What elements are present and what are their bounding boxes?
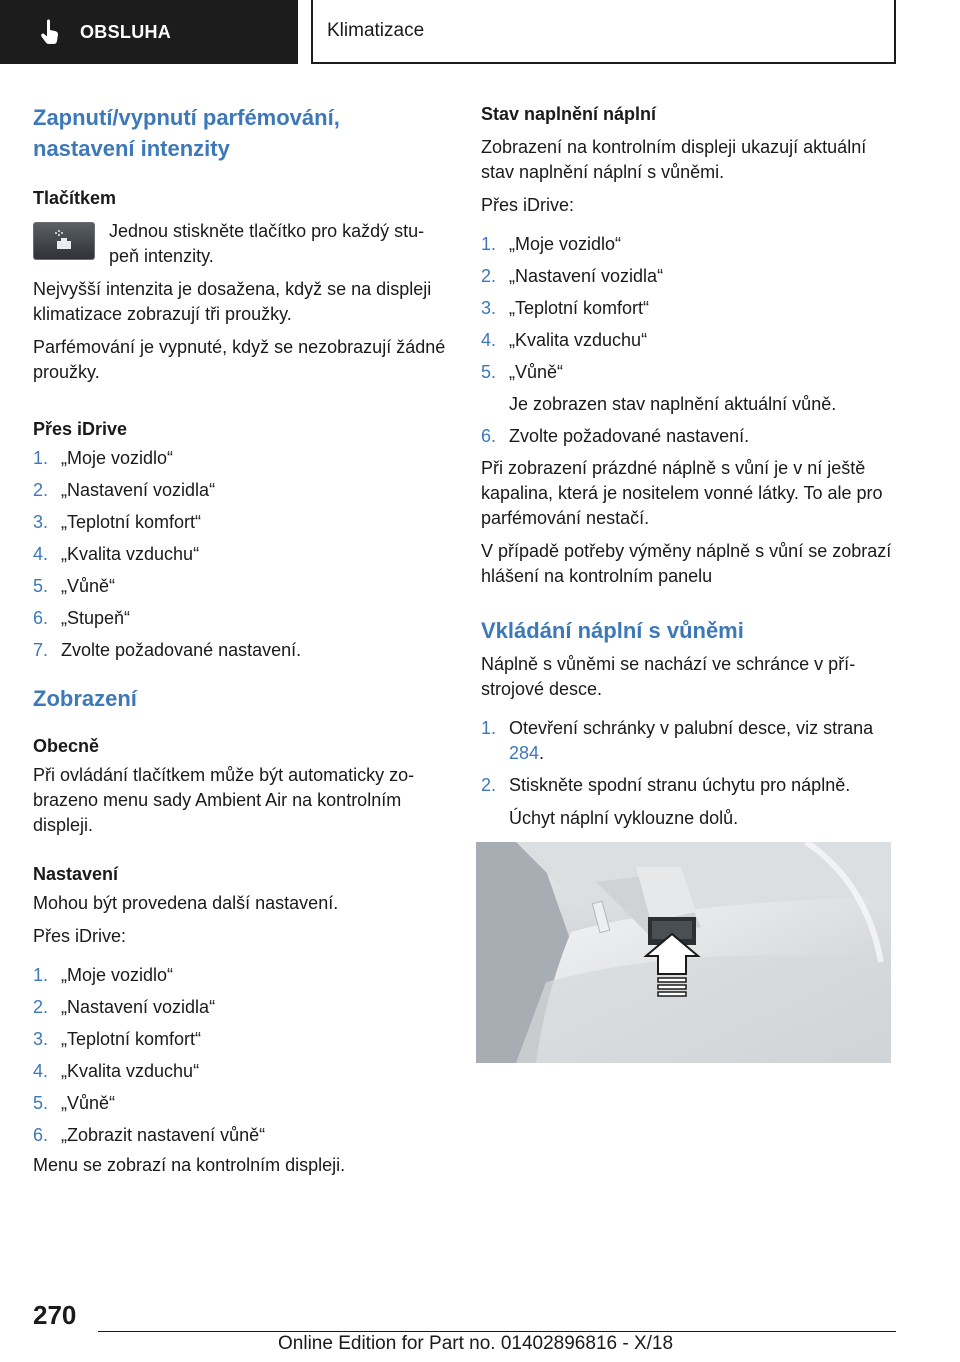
- idrive-heading: Přes iDrive: [33, 419, 128, 439]
- chapter-header: [311, 0, 896, 64]
- fill-steps: [481, 232, 896, 449]
- settings-text: Mohou být provedena další nastavení.: [33, 893, 339, 913]
- fill-note-1: Při zobrazení prázdné náplně s vůní je v ní ještě kapalina, která je nositelem vonné látky. To ale pro parfémování nestačí.: [481, 458, 883, 528]
- edition-text: Online Edition for Part no. 01402896816 - X/18: [278, 1333, 674, 1354]
- list-item: 1. Otevření schránky v palubní desce, viz strana 284.: [481, 718, 874, 763]
- list-item: 1. „Moje vozidlo“: [33, 965, 174, 985]
- list-item: 4. „Kvalita vzduchu“: [481, 330, 648, 350]
- insert-steps: [481, 716, 896, 831]
- max-intensity-text: Nejvyšší intenzita je dosažena, když se na displeji klimatizace zobrazují tři proužky.: [33, 279, 432, 324]
- list-item: 2. „Nastavení vozidla“: [33, 997, 216, 1017]
- section-label: OBSLUHA: [80, 21, 172, 42]
- page-link-284[interactable]: 284: [509, 743, 540, 763]
- hand-pointer-icon: [40, 19, 60, 45]
- list-item: 3. „Teplotní komfort“: [481, 298, 650, 318]
- chapter-title: Klimatizace: [327, 20, 425, 41]
- fill-text: Zobrazení na kontrolním displeji ukazují aktuální stav naplnění náplní s vůněmi.: [481, 137, 867, 182]
- fill-heading: Stav naplnění náplní: [481, 104, 657, 124]
- glovebox-illustration: [476, 842, 891, 1063]
- general-heading: Obecně: [33, 736, 100, 756]
- list-item: 2. „Nastavení vozidla“: [33, 480, 216, 500]
- list-item: 6. „Zobrazit nastavení vůně“: [33, 1125, 266, 1145]
- insert-text: Náplně s vůněmi se nachází ve schránce v přístrojové desce.: [481, 654, 856, 699]
- list-item: 6. Zvolte požadované nastavení.: [481, 426, 750, 446]
- settings-steps: [33, 963, 448, 1148]
- button-row: [33, 219, 448, 269]
- section-tab[interactable]: [0, 0, 298, 64]
- list-item: 3. „Teplotní komfort“: [33, 1029, 202, 1049]
- right-column: [481, 102, 896, 838]
- buttons-heading: Tlačítkem: [33, 188, 117, 208]
- list-item: 2. Stiskněte spodní stranu úchytu pro náplně. Úchyt náplní vyklouzne dolů.: [481, 775, 851, 828]
- page-number: 270: [33, 1300, 77, 1330]
- list-item: 4. „Kvalita vzduchu“: [33, 544, 200, 564]
- section-title-perfume: Zapnutí/vypnutí parfémování, nastavení intenzity: [33, 105, 340, 161]
- fill-note-2: V případě potřeby výměny náplně s vůní se zobrazí hlášení na kontrolním panelu: [481, 541, 892, 586]
- button-description: Jednou stiskněte tlačítko pro každý stupeň intenzity.: [109, 221, 425, 266]
- footer-rule: [98, 1331, 896, 1332]
- list-item: 4. „Kvalita vzduchu“: [33, 1061, 200, 1081]
- list-item: 5. „Vůně“: [33, 576, 116, 596]
- settings-via: Přes iDrive:: [33, 926, 127, 946]
- list-item: 7. Zvolte požadované nastavení.: [33, 640, 302, 660]
- insert-title: Vkládání náplní s vůněmi: [481, 618, 744, 643]
- fragrance-button-image: [33, 222, 95, 260]
- settings-heading: Nastavení: [33, 864, 119, 884]
- display-title: Zobrazení: [33, 686, 137, 711]
- list-item: 5. „Vůně“: [33, 1093, 116, 1113]
- idrive-steps: [33, 446, 448, 663]
- fill-via: Přes iDrive:: [481, 195, 575, 215]
- left-column: [33, 102, 448, 1178]
- list-item: 5. „Vůně“ Je zobrazen stav naplnění aktuální vůně.: [481, 362, 837, 414]
- list-item: 3. „Teplotní komfort“: [33, 512, 202, 532]
- perfume-off-text: Parfémování je vypnuté, když se nezobrazují žádné proužky.: [33, 337, 446, 382]
- glovebox-photo: [476, 842, 891, 1063]
- general-text: Při ovládání tlačítkem může být automaticky zobrazeno menu sady Ambient Air na kontrolním displeji.: [33, 765, 415, 835]
- list-item: 6. „Stupeň“: [33, 608, 131, 628]
- list-item: 1. „Moje vozidlo“: [33, 448, 174, 468]
- fragrance-icon: [50, 229, 78, 253]
- list-item: 1. „Moje vozidlo“: [481, 234, 622, 254]
- settings-after: Menu se zobrazí na kontrolním displeji.: [33, 1155, 346, 1175]
- list-item: 2. „Nastavení vozidla“: [481, 266, 664, 286]
